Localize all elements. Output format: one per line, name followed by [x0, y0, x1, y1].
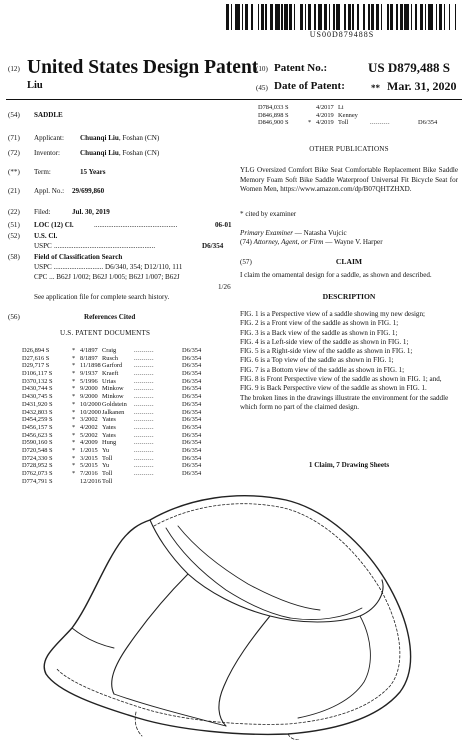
ref-class: D6/354: [182, 377, 202, 385]
ref-class: D6/354: [182, 416, 202, 424]
description-heading: DESCRIPTION: [322, 292, 376, 301]
application-number: 29/699,860: [72, 187, 105, 195]
description-line: FIG. 9 is Back Perspective view of the saddle as shown in FIG. 1.: [240, 384, 427, 393]
claim-heading: CLAIM: [335, 257, 363, 266]
description-line: FIG. 2 is a Front view of the saddle as shown in FIG. 1;: [240, 319, 399, 328]
leader-dots: ..........: [134, 393, 154, 401]
reference-row: [22, 355, 232, 363]
ref-inventor: Toll: [102, 477, 113, 485]
ref-star: *: [72, 462, 76, 470]
term-value: 15 Years: [80, 168, 106, 176]
attorney-line: [240, 238, 383, 247]
leader-dots: ..........: [134, 446, 154, 454]
other-publications-heading: OTHER PUBLICATIONS: [309, 145, 389, 153]
field-label: Term:: [34, 168, 51, 176]
ref-date: 10/2000: [80, 408, 101, 416]
leader-dots: ..........: [134, 354, 154, 362]
ref-class: D6/354: [182, 462, 202, 470]
ref-inventor: Toll: [338, 119, 349, 127]
ref-patent-number: D454,259 S: [22, 416, 53, 424]
field-code: (56): [8, 313, 20, 321]
ref-class: D6/354: [182, 431, 202, 439]
us-class-value: D6/354: [202, 242, 224, 250]
field-code: (58): [8, 253, 20, 261]
reference-row: [258, 119, 458, 127]
ref-date: 4/2019: [316, 111, 334, 119]
search-uspc-line: USPC ............................ D6/340, 354; D12/110, 111: [34, 263, 183, 271]
references-title: References Cited: [84, 313, 136, 321]
ref-patent-number: D846,898 S: [258, 111, 289, 119]
reference-row: [22, 447, 232, 455]
ref-inventor: Toll: [102, 470, 113, 477]
ref-star: *: [72, 362, 76, 370]
leader-dots: ..........: [134, 454, 154, 462]
other-publication-entry: YLG Oversized Comfort Bike Seat Comfortable Replacement Bike Saddle Memory Foam Soft Bike Saddle Waterproof Universal Fit Bicycle Seat for Women Men, https://www.amazon.com/dp/B07QHTZHXD.: [240, 166, 458, 194]
description-line: FIG. 7 is a Bottom view of the saddle as shown in FIG. 1;: [240, 365, 405, 374]
ref-date: 5/2002: [80, 431, 98, 439]
references-table: [22, 347, 232, 485]
ref-patent-number: D430,744 S: [22, 385, 53, 393]
ref-star: *: [72, 423, 76, 431]
reference-row: [22, 432, 232, 440]
leader-dots: ..........: [134, 423, 154, 431]
field-code: (21): [8, 187, 20, 195]
reference-row: [22, 378, 232, 386]
ref-star: *: [72, 408, 76, 416]
attorney-name: — Wayne V. Harper: [323, 238, 383, 246]
reference-row: [22, 385, 232, 393]
examiner-label: Primary Examiner: [240, 229, 293, 237]
ref-date: 5/2015: [80, 462, 98, 470]
ref-patent-number: D720,548 S: [22, 446, 53, 454]
ref-class: D6/354: [418, 119, 438, 127]
ref-patent-number: D784,033 S: [258, 104, 289, 111]
ref-patent-number: D106,117 S: [22, 370, 53, 378]
references-table-continued: [258, 104, 458, 127]
ref-inventor: Yates: [102, 423, 116, 431]
document-number: US00D879488S: [309, 30, 375, 39]
loc-class-value: 06-01: [215, 221, 232, 229]
ref-class: D6/354: [182, 408, 202, 416]
ref-star: *: [72, 416, 76, 424]
description-line: The broken lines in the drawings illustrate the environment for the saddle which form no part of the claimed design.: [240, 393, 449, 411]
field-code: (51): [8, 221, 20, 229]
ref-patent-number: D846,900 S: [258, 119, 289, 127]
field-code: (74): [240, 238, 252, 246]
patent-no-code: (10): [256, 65, 268, 73]
ref-date: 12/2016: [80, 477, 101, 485]
ref-date: 4/2002: [80, 423, 98, 431]
ref-class: D6/354: [182, 354, 202, 362]
ref-star: *: [72, 439, 76, 447]
ref-patent-number: D370,132 S: [22, 377, 53, 385]
patent-type-title: United States Design Patent: [27, 57, 259, 78]
ref-date: 7/2016: [80, 470, 98, 477]
ref-patent-number: D29,717 S: [22, 362, 50, 370]
reference-row: [22, 401, 232, 409]
ref-star: *: [72, 377, 76, 385]
ref-inventor: Minkow: [102, 393, 124, 401]
cited-by-examiner-note: * cited by examiner: [240, 210, 297, 218]
ref-inventor: Kenney: [338, 111, 358, 119]
ref-inventor: Craig: [102, 347, 117, 354]
reference-row: [22, 370, 232, 378]
ref-patent-number: D430,745 S: [22, 393, 53, 401]
ref-class: D6/354: [182, 400, 202, 408]
leader-dots: ..........: [134, 347, 154, 354]
patent-no-label: Patent No.:: [274, 62, 328, 74]
ref-star: *: [72, 454, 76, 462]
field-label: Field of Classification Search: [34, 253, 123, 261]
reference-row: [258, 104, 458, 112]
description-line: FIG. 8 is Front Perspective view of the saddle as shown in FIG. 1; and,: [240, 375, 442, 384]
date-label: Date of Patent:: [274, 80, 345, 92]
leader-dots: ..........: [134, 385, 154, 393]
applicant-name: Chuanqi Liu: [80, 134, 119, 142]
ref-date: 3/2015: [80, 454, 98, 462]
leader-dots: ..........: [134, 408, 154, 416]
ref-inventor: Rusch: [102, 354, 118, 362]
date-stars: **: [371, 83, 380, 93]
description-line: FIG. 6 is a Top view of the saddle as shown in FIG. 1;: [240, 356, 394, 365]
ref-date: 11/1898: [80, 362, 101, 370]
leader-dots: ..........: [134, 377, 154, 385]
barcode: [226, 4, 458, 30]
reference-row: [22, 416, 232, 424]
leader-dots: .........................................................: [54, 242, 156, 250]
leader-dots: ..........: [134, 362, 154, 370]
ref-inventor: Yates: [102, 416, 116, 424]
ref-patent-number: D27,616 S: [22, 354, 50, 362]
leader-dots: ..........: [134, 400, 154, 408]
field-code: (**): [8, 168, 20, 176]
date-code: (45): [256, 84, 268, 92]
ref-patent-number: D431,920 S: [22, 400, 53, 408]
saddle-perspective-drawing: [38, 468, 438, 740]
ref-inventor: Kraeft: [102, 370, 119, 378]
attorney-label: Attorney, Agent, or Firm: [253, 238, 324, 246]
ref-class: D6/354: [182, 439, 202, 447]
ref-patent-number: D456,623 S: [22, 431, 53, 439]
reference-row: [22, 362, 232, 370]
field-label: LOC (12) Cl.: [34, 221, 74, 229]
leader-dots: ..........: [134, 439, 154, 447]
ref-inventor: Toll: [102, 454, 113, 462]
ref-date: 4/2009: [80, 439, 98, 447]
ref-date: 10/2000: [80, 400, 101, 408]
ref-inventor: Goldstein: [102, 400, 127, 408]
ref-class: D6/354: [182, 393, 202, 401]
ref-date: 9/2000: [80, 393, 98, 401]
field-label: U.S. Cl.: [34, 232, 58, 240]
field-code: (52): [8, 232, 20, 240]
description-line: FIG. 1 is a Perspective view of a saddle showing my new design;: [240, 310, 425, 318]
ref-class: D6/354: [182, 423, 202, 431]
examiner-name: — Natasha Vujcic: [293, 229, 347, 237]
ref-star: *: [72, 347, 76, 354]
description-text: [240, 310, 458, 412]
ref-star: *: [72, 431, 76, 439]
field-code: (72): [8, 149, 20, 157]
claim-text: I claim the ornamental design for a saddle, as shown and described.: [240, 271, 432, 279]
patent-number: US D879,488 S: [368, 60, 450, 75]
ref-class: D6/354: [182, 362, 202, 370]
design-title: SADDLE: [34, 111, 63, 119]
field-code: (57): [240, 258, 252, 266]
ref-inventor: Hung: [102, 439, 117, 447]
ref-patent-number: D590,160 S: [22, 439, 53, 447]
ref-star: *: [308, 119, 312, 127]
ref-class: D6/354: [182, 446, 202, 454]
search-history-note: See application file for complete search history.: [34, 293, 170, 301]
reference-row: [22, 409, 232, 417]
reference-row: [22, 439, 232, 447]
inventor-location: , Foshan (CN): [118, 149, 160, 157]
patent-date: Mar. 31, 2020: [387, 79, 457, 93]
ref-patent-number: D724,330 S: [22, 454, 53, 462]
ref-class: D6/354: [182, 385, 202, 393]
description-line: FIG. 3 is a Back view of the saddle as shown in FIG. 1;: [240, 328, 398, 337]
leader-dots: ..........: [134, 462, 154, 470]
ref-date: 5/1996: [80, 377, 98, 385]
leader-dots: ..........: [134, 470, 154, 477]
field-label: USPC: [34, 242, 52, 250]
reference-row: [258, 112, 458, 120]
inventor-surname: Liu: [27, 80, 43, 91]
ref-date: 1/2015: [80, 446, 98, 454]
field-label: Applicant:: [34, 134, 64, 142]
search-cpc-cont: 1/26: [218, 283, 231, 291]
field-code: (54): [8, 111, 20, 119]
ref-patent-number: D774,791 S: [22, 477, 53, 485]
reference-row: [22, 393, 232, 401]
claims-count: 1 Claim, 7 Drawing Sheets: [308, 461, 390, 469]
ref-date: 9/2000: [80, 385, 98, 393]
primary-examiner: [240, 229, 347, 238]
ref-date: 9/1937: [80, 370, 98, 378]
ref-patent-number: D26,894 S: [22, 347, 50, 354]
ref-star: *: [72, 400, 76, 408]
field-label: Inventor:: [34, 149, 61, 157]
ref-inventor: Minkow: [102, 385, 124, 393]
ref-star: *: [72, 393, 76, 401]
description-line: FIG. 5 is a Right-side view of the saddle as shown in FIG. 1;: [240, 347, 413, 356]
reference-row: [22, 347, 232, 355]
ref-patent-number: D432,803 S: [22, 408, 53, 416]
leader-dots: ..........: [134, 370, 154, 378]
search-cpc-line: CPC ... B62J 1/002; B62J 1/005; B62J 1/007; B62J: [34, 273, 180, 281]
field-label: Filed:: [34, 208, 51, 216]
ref-date: 4/2017: [316, 104, 334, 111]
ref-star: *: [72, 385, 76, 393]
ref-date: 3/2002: [80, 416, 98, 424]
applicant-location: , Foshan (CN): [118, 134, 160, 142]
ref-patent-number: D762,073 S: [22, 470, 53, 477]
reference-row: [22, 455, 232, 463]
ref-inventor: Garford: [102, 362, 123, 370]
field-label: Appl. No.:: [34, 187, 65, 195]
ref-star: *: [72, 470, 76, 477]
leader-dots: ..........: [134, 431, 154, 439]
ref-patent-number: D456,157 S: [22, 423, 53, 431]
filed-date: Jul. 30, 2019: [72, 208, 110, 216]
reference-row: [22, 424, 232, 432]
ref-class: D6/354: [182, 347, 202, 354]
field-code: (22): [8, 208, 20, 216]
ref-class: D6/354: [182, 470, 202, 477]
leader-dots: ..........: [134, 416, 154, 424]
country-code: (12): [8, 65, 20, 73]
ref-inventor: Urias: [102, 377, 116, 385]
leader-dots: ..........: [370, 119, 390, 127]
leader-dots: ...............................................: [94, 221, 178, 229]
ref-star: *: [72, 446, 76, 454]
ref-inventor: Li: [338, 104, 344, 111]
inventor-name: Chuanqi Liu: [80, 149, 119, 157]
ref-class: D6/354: [182, 370, 202, 378]
header-divider: [6, 99, 462, 100]
ref-date: 4/2019: [316, 119, 334, 127]
ref-star: *: [72, 354, 76, 362]
ref-inventor: Yu: [102, 462, 110, 470]
ref-star: *: [72, 370, 76, 378]
ref-inventor: Jalkanen: [102, 408, 125, 416]
ref-inventor: Yu: [102, 446, 110, 454]
field-code: (71): [8, 134, 20, 142]
ref-date: 8/1897: [80, 354, 98, 362]
ref-inventor: Yates: [102, 431, 116, 439]
references-subhead: U.S. PATENT DOCUMENTS: [60, 329, 151, 337]
ref-patent-number: D728,952 S: [22, 462, 53, 470]
ref-class: D6/354: [182, 454, 202, 462]
ref-date: 4/1897: [80, 347, 98, 354]
description-line: FIG. 4 is a Left-side view of the saddle as shown in FIG. 1;: [240, 337, 409, 346]
